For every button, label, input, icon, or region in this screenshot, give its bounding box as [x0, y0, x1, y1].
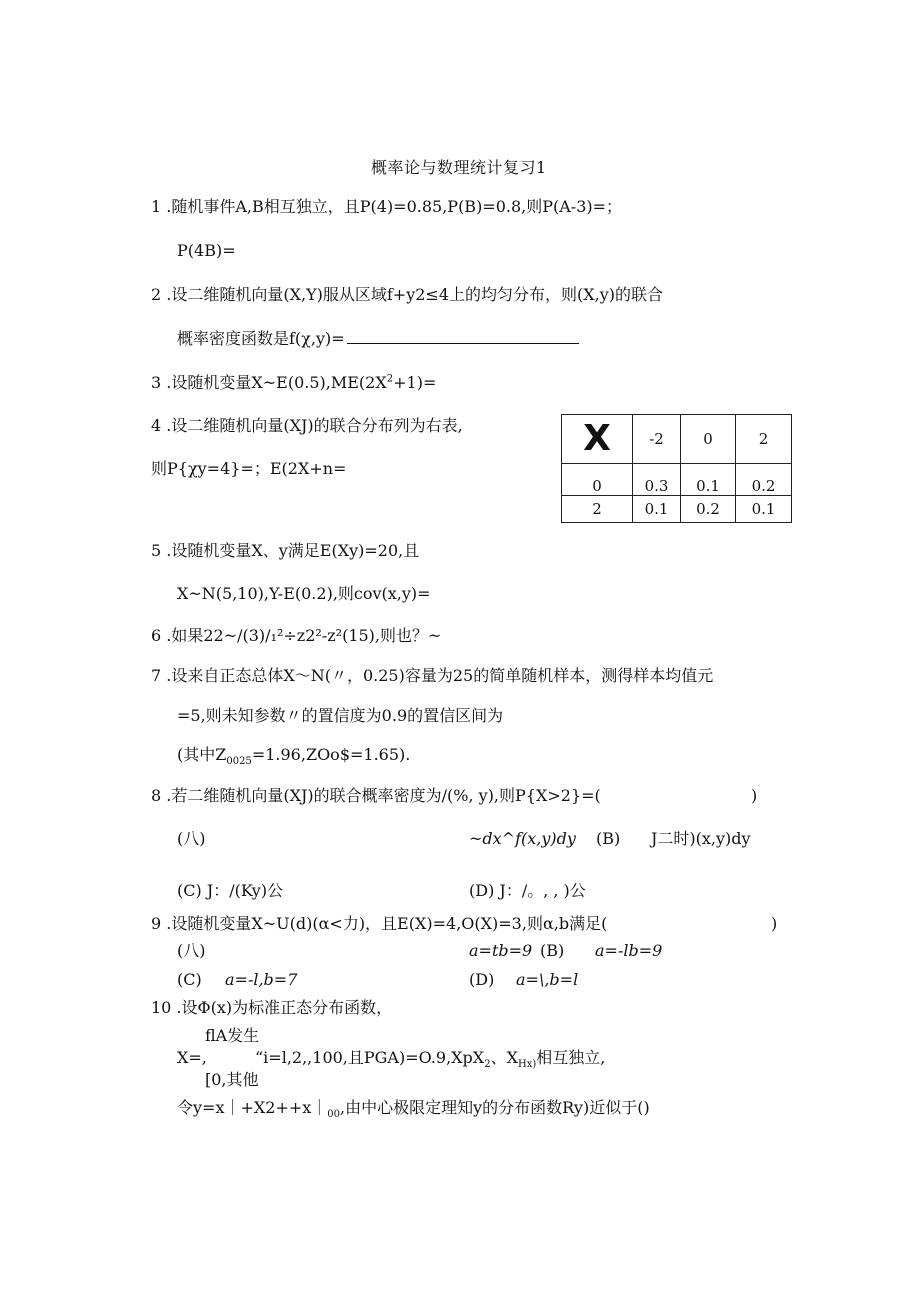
option-d: a=\,b=l: [516, 970, 579, 989]
question-5-line-1: 5 .设随机变量X、y满足E(Xy)=20,且: [151, 541, 420, 560]
table-cell: 0.1: [681, 464, 736, 496]
table-header-cell: 2: [736, 415, 792, 464]
table-header-cell: 0: [681, 415, 736, 464]
subscript: 2: [484, 1059, 491, 1071]
case-mid-text: “i=l,2,,100,且PGA)=O.9,XpX: [255, 1048, 485, 1067]
question-8-line-1: 8 .若二维随机向量(XJ)的联合概率密度为/(%, y),则P{X>2}=(: [151, 786, 601, 805]
question-3-text: 3 .设随机变量X~E(0.5),ME(2X: [151, 373, 387, 392]
table-cell: 0.3: [633, 464, 681, 496]
table-row: [562, 464, 792, 496]
question-7-line-1: 7 .设来自正态总体X～N(〃，0.25)容量为25的简单随机样本，测得样本均值元: [151, 666, 714, 685]
table-row: [562, 496, 792, 523]
table-corner-x: X: [562, 415, 633, 464]
option-b-label: (B): [540, 941, 565, 960]
option-a: a=tb=9: [469, 941, 533, 960]
option-a: ~dx^f(x,y)dy: [469, 829, 576, 848]
question-10-last-line: [177, 1098, 650, 1121]
option-d-label: (D): [469, 970, 495, 989]
table-cell: 0.1: [736, 496, 792, 523]
table-row-label: 0: [562, 464, 633, 496]
case-mid-text-2: 、X: [490, 1048, 518, 1067]
question-7-note: (其中Z: [177, 745, 227, 764]
answer-blank: [347, 329, 579, 344]
option-c: (C) J：/(Ky)公: [177, 881, 284, 900]
question-6: 6 .如果22~/(3)/₁²÷z2²-z²(15),则也？~: [151, 626, 442, 645]
last-line-tail: ,由中心极限定理知y的分布函数Ry)近似于(): [340, 1098, 650, 1117]
question-2-text: 概率密度函数是f(χ,y)=: [177, 329, 345, 348]
table-cell: 0.1: [633, 496, 681, 523]
question-10-case-2: [0,其他: [205, 1070, 259, 1089]
option-a-label: (八): [177, 829, 206, 848]
question-5-line-2: X~N(5,10),Y-E(0.2),则cov(x,y)=: [177, 584, 431, 603]
question-9-bracket: ): [771, 914, 778, 933]
table-cell: 0.2: [681, 496, 736, 523]
question-8-bracket: ): [751, 786, 758, 805]
question-1-line-2: P(4B)=: [177, 241, 236, 260]
question-7-note-tail: =1.96,ZOo$=1.65).: [251, 745, 411, 764]
question-2-line-1: 2 .设二维随机向量(X,Y)服从区域f+y2≤4上的均匀分布，则(X,y)的联合: [151, 285, 664, 304]
question-3: [151, 373, 436, 393]
question-4-line-2: 则P{χy=4}=；E(2X+n=: [151, 459, 347, 478]
option-b: a=-lb=9: [595, 941, 663, 960]
question-3-tail: +1)=: [393, 373, 437, 392]
option-c: a=-l,b=7: [225, 970, 298, 989]
question-10-case-mid: [255, 1048, 606, 1071]
table-cell: 0.2: [736, 464, 792, 496]
subscript: 0025: [226, 756, 252, 768]
question-9-line-1: 9 .设随机变量X~U(d)(α<力)，且E(X)=4,O(X)=3,则α,b满足(: [151, 914, 608, 933]
table-header-cell: -2: [633, 415, 681, 464]
option-c-label: (C): [177, 970, 202, 989]
question-7-line-3: [177, 745, 411, 768]
document-title: 概率论与数理统计复习1: [371, 158, 547, 177]
option-b: J二时)(x,y)dy: [651, 829, 751, 848]
last-line-text: 令y=x｜+X2++x｜: [177, 1098, 328, 1117]
subscript: Hx): [517, 1059, 537, 1071]
joint-distribution-table: [561, 414, 792, 523]
table-row-label: 2: [562, 496, 633, 523]
question-10-line-1: 10 .设Φ(x)为标准正态分布函数，: [151, 998, 393, 1017]
option-d: (D) J：/。, , )公: [469, 881, 586, 900]
case-mid-tail: 相互独立,: [536, 1048, 606, 1067]
option-a-label: (八): [177, 941, 206, 960]
question-1-line-1: 1 .随机事件A,B相互独立，且P(4)=0.85,P(B)=0.8,则P(A-3)=；: [151, 197, 623, 216]
question-10-x-eq: X=,: [177, 1048, 207, 1067]
question-10-case-1: flA发生: [205, 1026, 260, 1045]
question-2-line-2: [177, 329, 579, 349]
superscript: 2: [386, 373, 394, 385]
question-7-line-2: =5,则未知参数〃的置信度为0.9的置信区间为: [177, 706, 504, 725]
subscript: 00: [327, 1109, 341, 1121]
option-b-label: (B): [596, 829, 621, 848]
question-4-line-1: 4 .设二维随机向量(XJ)的联合分布列为右表,: [151, 416, 463, 435]
